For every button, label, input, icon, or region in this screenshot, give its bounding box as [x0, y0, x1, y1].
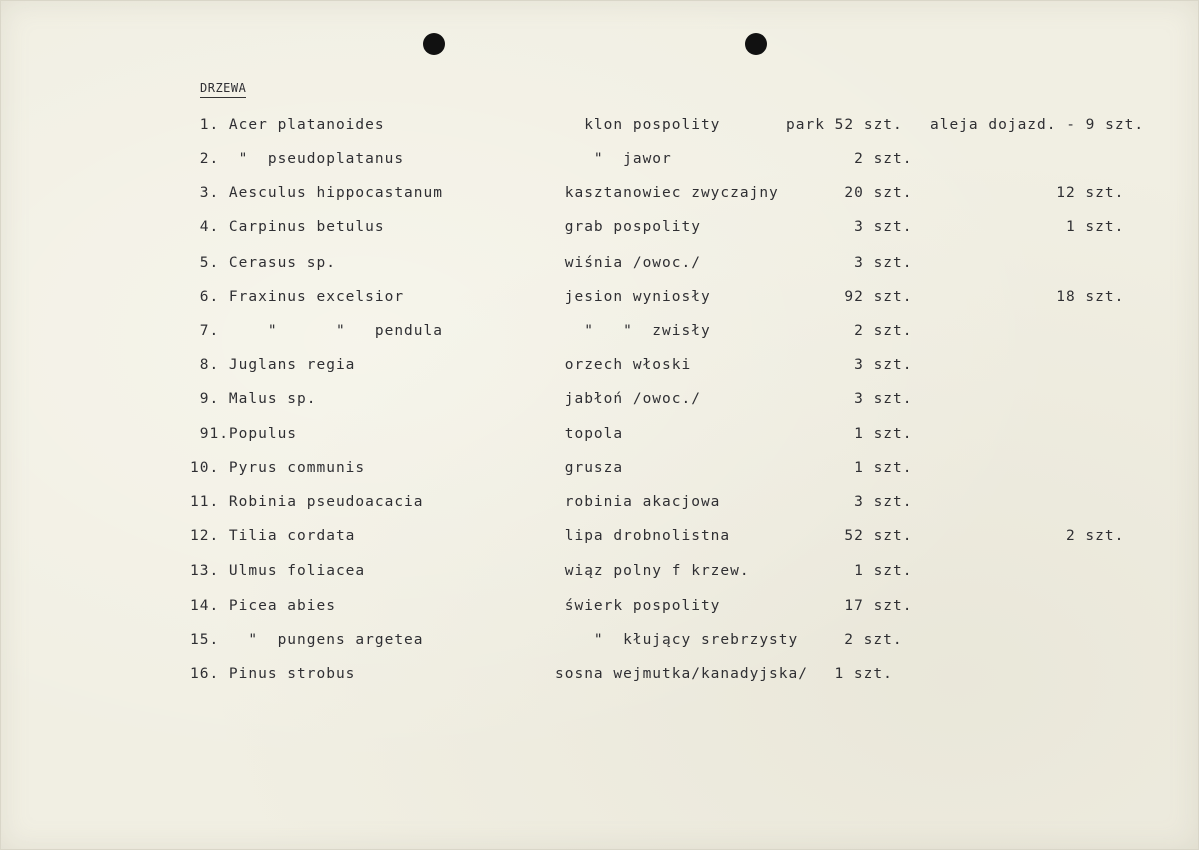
row-9a-polish: topola: [555, 426, 624, 442]
row-12-extra: 2 szt.: [920, 528, 1125, 544]
row-9-latin: 9. Malus sp.: [190, 391, 317, 407]
row-14-count: 17 szt.: [786, 598, 913, 614]
row-14-latin: 14. Picea abies: [190, 598, 336, 614]
row-6-extra: 18 szt.: [920, 289, 1125, 305]
row-7-count: 2 szt.: [786, 323, 913, 339]
row-11-count: 3 szt.: [786, 494, 913, 510]
row-3-count: 20 szt.: [786, 185, 913, 201]
row-13-count: 1 szt.: [786, 563, 913, 579]
row-12-latin: 12. Tilia cordata: [190, 528, 356, 544]
row-2-polish: " jawor: [555, 151, 672, 167]
row-11-polish: robinia akacjowa: [555, 494, 721, 510]
row-9a-count: 1 szt.: [786, 426, 913, 442]
row-6-count: 92 szt.: [786, 289, 913, 305]
row-8-polish: orzech włoski: [555, 357, 692, 373]
row-9a-latin: 91.Populus: [190, 426, 298, 442]
row-5-count: 3 szt.: [786, 255, 913, 271]
row-9-polish: jabłoń /owoc./: [555, 391, 701, 407]
row-12-polish: lipa drobnolistna: [555, 528, 731, 544]
row-9-count: 3 szt.: [786, 391, 913, 407]
row-1-latin: 1. Acer platanoides: [190, 117, 385, 133]
row-1-count: park 52 szt.: [786, 117, 903, 133]
row-1-polish: klon pospolity: [555, 117, 721, 133]
row-3-polish: kasztanowiec zwyczajny: [555, 185, 779, 201]
row-6-polish: jesion wyniosły: [555, 289, 711, 305]
row-4-count: 3 szt.: [786, 219, 913, 235]
row-16-latin: 16. Pinus strobus: [190, 666, 356, 682]
row-15-count: 2 szt.: [815, 632, 903, 648]
row-4-latin: 4. Carpinus betulus: [190, 219, 385, 235]
row-11-latin: 11. Robinia pseudoacacia: [190, 494, 424, 510]
row-1-extra: aleja dojazd. - 9 szt.: [930, 117, 1145, 133]
row-5-polish: wiśnia /owoc./: [555, 255, 701, 271]
punch-hole-left: [423, 33, 445, 55]
row-7-polish: " " zwisły: [555, 323, 711, 339]
row-13-polish: wiąz polny f krzew.: [555, 563, 750, 579]
row-3-extra: 12 szt.: [920, 185, 1125, 201]
row-2-latin: 2. " pseudoplatanus: [190, 151, 405, 167]
row-8-count: 3 szt.: [786, 357, 913, 373]
row-13-latin: 13. Ulmus foliacea: [190, 563, 366, 579]
row-12-count: 52 szt.: [786, 528, 913, 544]
row-3-latin: 3. Aesculus hippocastanum: [190, 185, 443, 201]
row-4-extra: 1 szt.: [920, 219, 1125, 235]
row-8-latin: 8. Juglans regia: [190, 357, 356, 373]
row-5-latin: 5. Cerasus sp.: [190, 255, 336, 271]
row-16-count: 1 szt.: [815, 666, 893, 682]
section-heading: DRZEWA: [200, 80, 246, 98]
row-10-count: 1 szt.: [786, 460, 913, 476]
punch-hole-right: [745, 33, 767, 55]
row-6-latin: 6. Fraxinus excelsior: [190, 289, 405, 305]
row-7-latin: 7. " " pendula: [190, 323, 443, 339]
row-14-polish: świerk pospolity: [555, 598, 721, 614]
row-10-polish: grusza: [555, 460, 624, 476]
row-2-count: 2 szt.: [786, 151, 913, 167]
row-4-polish: grab pospolity: [555, 219, 701, 235]
row-16-polish: sosna wejmutka/kanadyjska/: [555, 666, 808, 682]
row-15-polish: " kłujący srebrzysty: [555, 632, 799, 648]
row-15-latin: 15. " pungens argetea: [190, 632, 424, 648]
row-10-latin: 10. Pyrus communis: [190, 460, 366, 476]
